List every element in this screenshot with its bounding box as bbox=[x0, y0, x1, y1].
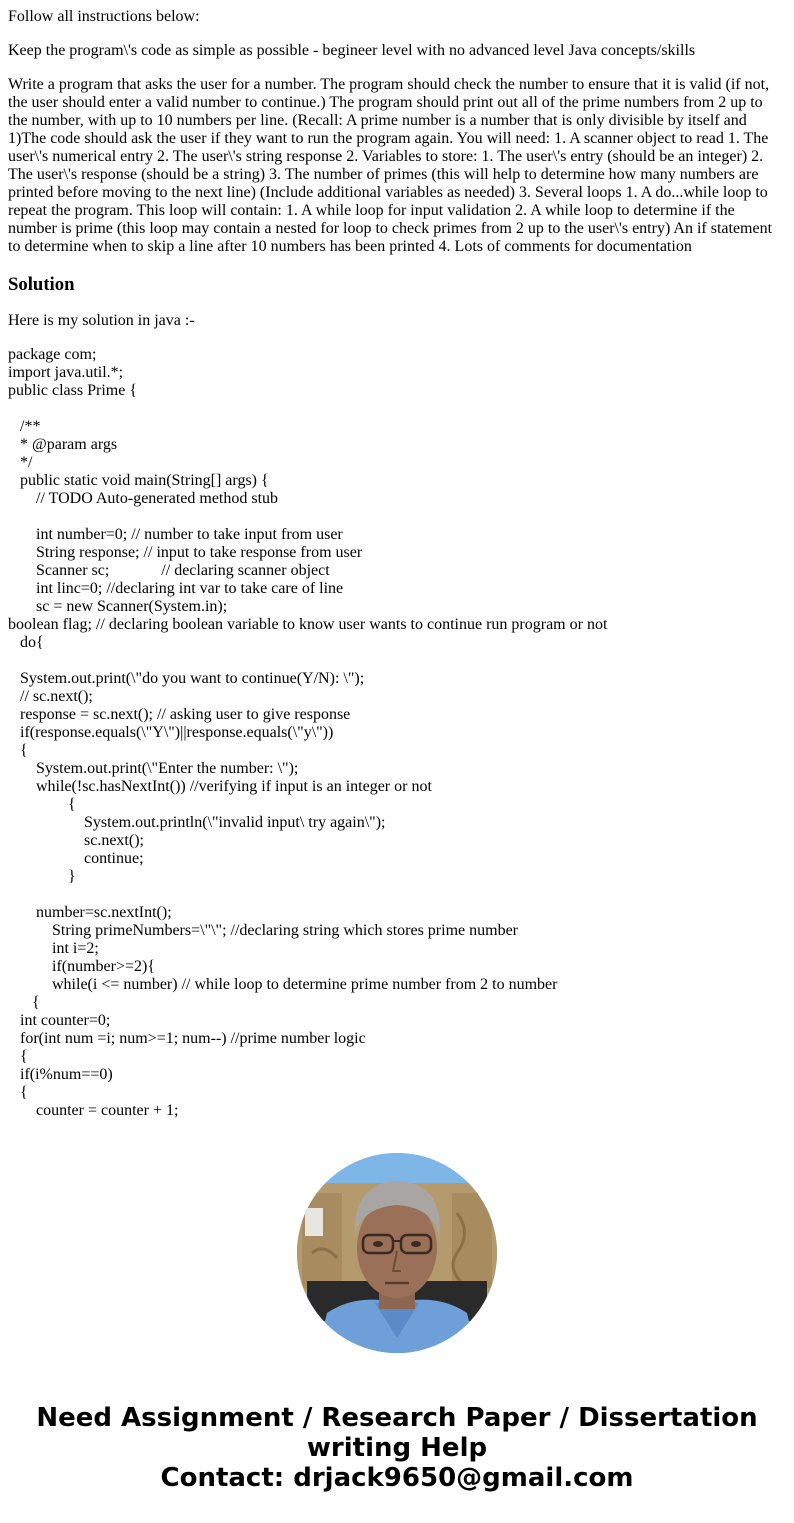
contact-advert bbox=[0, 1403, 794, 1493]
code-line bbox=[8, 508, 786, 526]
author-photo bbox=[297, 1153, 497, 1353]
code-line: public static void main(String[] args) { bbox=[20, 472, 269, 489]
code-line: System.out.print(\"do you want to continue(Y/N): \"); bbox=[20, 670, 365, 687]
code-line: if(number>=2){ bbox=[52, 958, 156, 975]
code-line: { bbox=[20, 742, 28, 759]
code-line: while(!sc.hasNextInt()) //verifying if input is an integer or not bbox=[36, 778, 432, 795]
advert-contact-email: Contact: drjack9650@gmail.com bbox=[160, 1463, 634, 1493]
code-line bbox=[8, 652, 786, 670]
instructions-intro: Follow all instructions below: bbox=[8, 8, 200, 25]
code-block bbox=[8, 346, 786, 1120]
code-line: * @param args bbox=[20, 436, 118, 453]
code-line: } bbox=[68, 868, 76, 885]
code-line: int counter=0; bbox=[20, 1012, 111, 1029]
code-line: number=sc.nextInt(); bbox=[36, 904, 172, 921]
code-line bbox=[8, 886, 786, 904]
code-line: sc.next(); bbox=[84, 832, 144, 849]
code-line: System.out.println(\"invalid input\ try again\"); bbox=[84, 814, 386, 831]
portrait-image bbox=[297, 1153, 497, 1353]
document-page bbox=[8, 8, 786, 1120]
code-line: { bbox=[32, 994, 40, 1011]
code-line bbox=[8, 400, 786, 418]
code-line: int number=0; // number to take input from user bbox=[36, 526, 343, 543]
code-line: { bbox=[20, 1084, 28, 1101]
code-line: package com; bbox=[8, 346, 97, 363]
code-line: if(response.equals(\"Y\")||response.equals(\"y\")) bbox=[20, 724, 334, 741]
code-line: boolean flag; // declaring boolean variable to know user wants to continue run program or not bbox=[8, 616, 608, 633]
code-line: System.out.print(\"Enter the number: \"); bbox=[36, 760, 299, 777]
code-line: counter = counter + 1; bbox=[36, 1102, 179, 1119]
code-line: // sc.next(); bbox=[20, 688, 93, 705]
instructions-task: Write a program that asks the user for a number. The program should check the number to ensure that it is valid (if not, the user should enter a valid number to continue.) The program should print out all of the prime numbers from 2 up to the number, with up to 10 numbers per line. (Recall: A prime number is a number that is only divisible by itself and 1)The code should ask the user if they want to run the program again. You will need: 1. A scanner object to read 1. The user\'s numerical entry 2. The user\'s string response 2. Variables to store: 1. The user\'s entry (should be an integer) 2. The user\'s response (should be a string) 3. The number of primes (this will help to determine how many numbers are printed before moving to the next line) (Include additional variables as needed) 3. Several loops 1. A do...while loop to repeat the program. This loop will contain: 1. A while loop for input validation 2. A while loop to determine if the number is prime (this loop may contain a nested for loop to check primes from 2 up to the user\'s entry) An if statement to determine when to skip a line after 10 numbers has been printed 4. Lots of comments for documentation bbox=[8, 76, 773, 255]
code-line: sc = new Scanner(System.in); bbox=[36, 598, 228, 615]
solution-heading: Solution bbox=[8, 274, 75, 295]
code-line: // TODO Auto-generated method stub bbox=[36, 490, 279, 507]
code-line: /** bbox=[20, 418, 41, 435]
code-line: do{ bbox=[20, 634, 44, 651]
code-line: { bbox=[68, 796, 76, 813]
code-line: import java.util.*; bbox=[8, 364, 124, 381]
code-line: continue; bbox=[84, 850, 144, 867]
instructions-keep-simple: Keep the program\'s code as simple as possible - begineer level with no advanced level Java concepts/skills bbox=[8, 42, 696, 59]
code-line: while(i <= number) // while loop to determine prime number from 2 to number bbox=[52, 976, 558, 993]
advert-line-2: writing Help bbox=[306, 1433, 488, 1463]
code-line: if(i%num==0) bbox=[20, 1066, 113, 1083]
code-line: response = sc.next(); // asking user to give response bbox=[20, 706, 351, 723]
solution-intro: Here is my solution in java :- bbox=[8, 312, 195, 329]
code-line: */ bbox=[20, 454, 33, 471]
advert-line-1: Need Assignment / Research Paper / Dissertation bbox=[36, 1403, 758, 1433]
code-line: int i=2; bbox=[52, 940, 99, 957]
code-line: String response; // input to take response from user bbox=[36, 544, 363, 561]
code-line: Scanner sc; // declaring scanner object bbox=[36, 562, 330, 579]
code-line: public class Prime { bbox=[8, 382, 137, 399]
code-line: String primeNumbers=\"\"; //declaring string which stores prime number bbox=[52, 922, 518, 939]
code-line: for(int num =i; num>=1; num--) //prime number logic bbox=[20, 1030, 366, 1047]
code-line: int linc=0; //declaring int var to take care of line bbox=[36, 580, 344, 597]
code-line: { bbox=[20, 1048, 28, 1065]
